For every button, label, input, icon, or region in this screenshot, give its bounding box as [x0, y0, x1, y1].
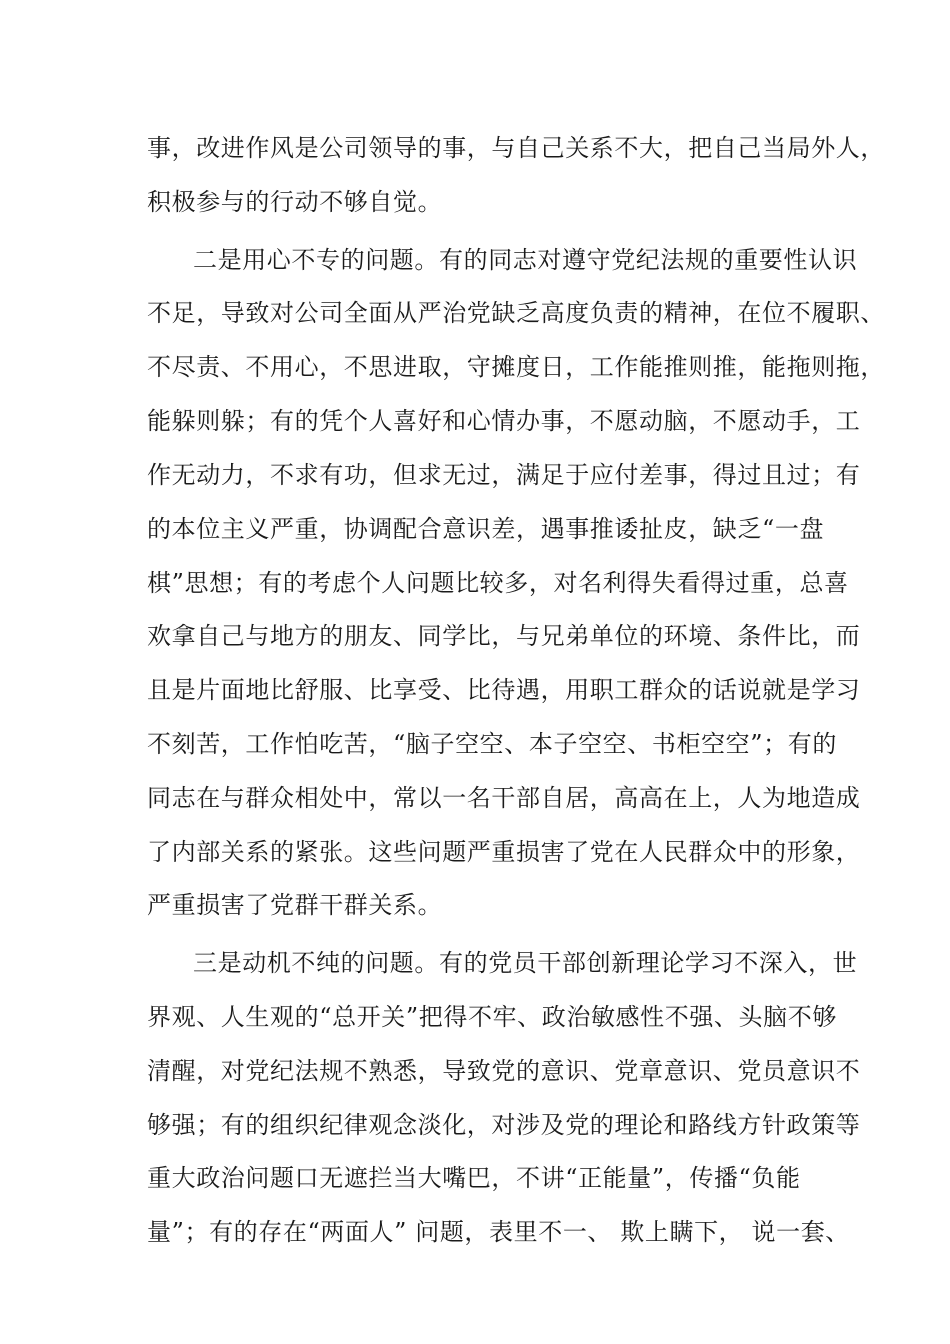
text-line: 重大政治问题口无遮拦当大嘴巴，不讲“正能量”，传播“负能 [147, 1164, 801, 1192]
text-line: 棋”思想；有的考虑个人问题比较多，对名利得失看得过重，总喜 [147, 569, 849, 597]
paragraph-start-line: 三是动机不纯的问题。有的党员干部创新理论学习不深入，世 [193, 949, 858, 977]
text-line: 不足，导致对公司全面从严治党缺乏高度负责的精神，在位不履职、 [147, 299, 885, 327]
text-line: 了内部关系的紧张。这些问题严重损害了党在人民群众中的形象， [147, 838, 861, 866]
text-line: 事，改进作风是公司领导的事，与自己关系不大，把自己当局外人， [147, 134, 885, 162]
text-line: 欢拿自己与地方的朋友、同学比，与兄弟单位的环境、条件比，而 [147, 622, 861, 650]
text-line: 界观、人生观的“总开关”把得不牢、政治敏感性不强、头脑不够 [147, 1003, 837, 1031]
paragraph-start-line: 二是用心不专的问题。有的同志对遵守党纪法规的重要性认识 [193, 246, 858, 274]
text-line: 清醒，对党纪法规不熟悉，导致党的意识、党章意识、党员意识不 [147, 1057, 861, 1085]
text-line: 的本位主义严重，协调配合意识差，遇事推诿扯皮，缺乏“一盘 [147, 515, 825, 543]
text-line: 同志在与群众相处中，常以一名干部自居，高高在上，人为地造成 [147, 784, 861, 812]
text-line: 且是片面地比舒服、比享受、比待遇，用职工群众的话说就是学习 [147, 676, 861, 704]
text-line: 不尽责、不用心，不思进取，守摊度日，工作能推则推，能拖则拖， [147, 353, 885, 381]
text-line: 量”；有的存在“两面人” 问题，表里不一、 欺上瞒下， 说一套、 [147, 1218, 850, 1246]
text-line: 积极参与的行动不够自觉。 [147, 188, 443, 216]
text-line: 严重损害了党群干群关系。 [147, 891, 443, 919]
text-line: 能躲则躲；有的凭个人喜好和心情办事，不愿动脑，不愿动手，工 [147, 407, 861, 435]
text-line: 够强；有的组织纪律观念淡化，对涉及党的理论和路线方针政策等 [147, 1111, 861, 1139]
text-line: 不刻苦，工作怕吃苦，“脑子空空、本子空空、书柜空空”；有的 [147, 730, 837, 758]
text-line: 作无动力，不求有功，但求无过，满足于应付差事，得过且过；有 [147, 461, 861, 489]
